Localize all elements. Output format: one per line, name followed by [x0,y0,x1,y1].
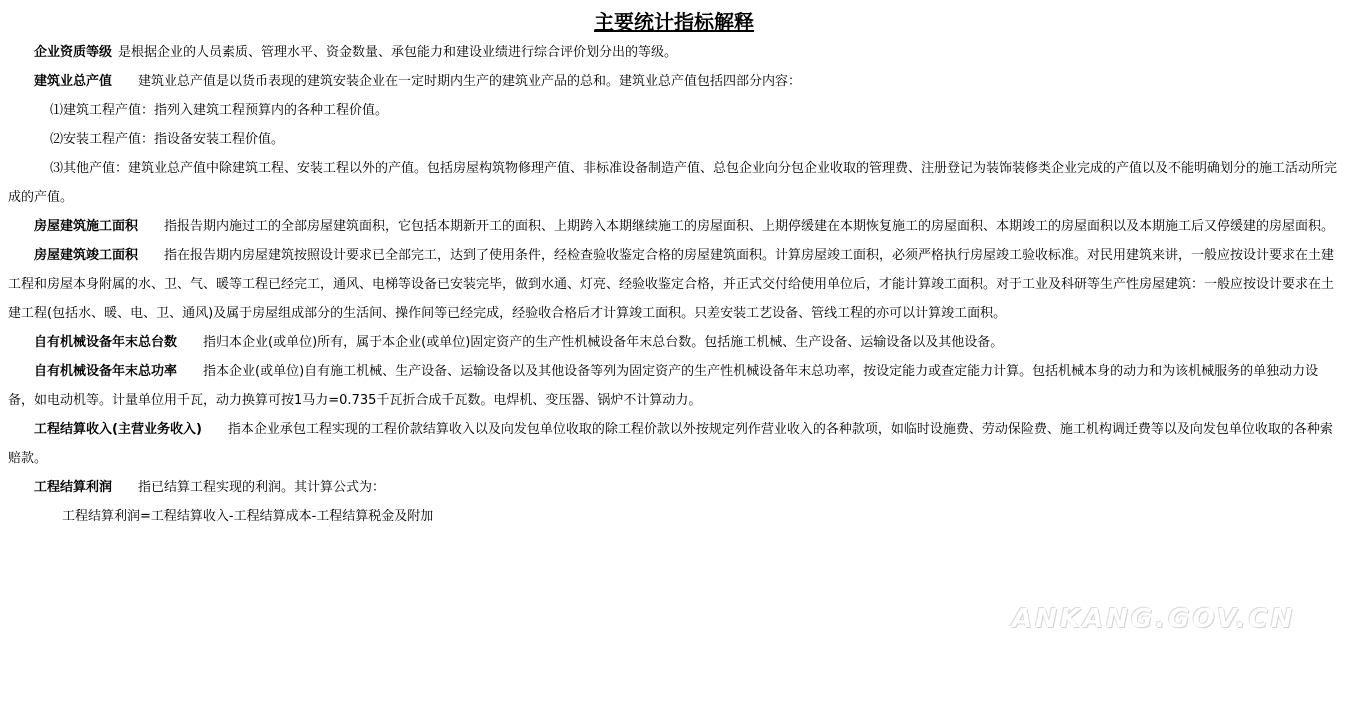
definition-text: 指归本企业(或单位)所有，属于本企业(或单位)固定资产的生产性机械设备年末总台数。包括施工机械、生产设备、运输设备以及其他设备。 [203,335,1004,350]
subitem-construction-output: ⑴建筑工程产值：指列入建筑工程预算内的各种工程价值。 [50,103,389,118]
page-title [8,8,1340,36]
definition-settlement-profit [8,473,1340,502]
definition-text: 指本企业(或单位)自有施工机械、生产设备、运输设备以及其他设备等列为固定资产的生产性机械设备年末总功率，按设定能力或查定能力计算。包括机械本身的动力和为该机械服务的单独动力设备，如电动机等。计量单位用千瓦，动力换算可按1马力=0.735千瓦折合成千瓦数。电焊机、变压器、锅炉不计算动力。 [8,364,1319,408]
definition-total-output-value [8,67,1340,96]
definition-text: 指在报告期内房屋建筑按照设计要求已全部完工，达到了使用条件，经检查验收鉴定合格的房屋建筑面积。计算房屋竣工面积，必须严格执行房屋竣工验收标准。对民用建筑来讲，一般应按设计要求在土建工程和房屋本身附属的水、卫、气、暖等工程已经完工，通风、电梯等设备已安装完毕，做到水通、灯亮、经验收鉴定合格，并正式交付给使用单位后，才能计算竣工面积。对于工业及科研等生产性房屋建筑：一般应按设计要求在土建工程(包括水、暖、电、卫、通风)及属于房屋组成部分的生活间、操作间等已经完成，经验收合格后才计算竣工面积。只差安装工艺设备、管线工程的亦可以计算竣工面积。 [8,248,1335,321]
term-label: 房屋建筑施工面积 [34,219,139,234]
page-title-text: 主要统计指标解释 [594,10,754,34]
term-label: 自有机械设备年末总台数 [34,335,178,350]
definition-text: 指本企业承包工程实现的工程价款结算收入以及向发包单位收取的除工程价款以外按规定列作营业收入的各种款项，如临时设施费、劳动保险费、施工机构调迁费等以及向发包单位收取的各种索赔款。 [8,422,1333,466]
term-label: 工程结算收入(主营业务收入) [34,422,202,437]
term-label: 企业资质等级 [34,45,113,60]
definition-construction-area [8,212,1340,241]
term-label: 房屋建筑竣工面积 [34,248,139,263]
subitem-installation-output: ⑵安装工程产值：指设备安装工程价值。 [50,132,285,147]
term-label: 建筑业总产值 [34,74,113,89]
site-watermark: ANKANG.GOV.CN [1012,604,1296,634]
profit-formula: 工程结算利润=工程结算收入-工程结算成本-工程结算税金及附加 [62,509,434,524]
definition-settlement-income [8,415,1340,473]
definition-completed-area [8,241,1340,328]
definition-text: 指已结算工程实现的利润。其计算公式为： [138,480,386,495]
definition-text: 是根据企业的人员素质、管理水平、资金数量、承包能力和建设业绩进行综合评价划分出的等级。 [118,45,678,60]
subitem-other-output: ⑶其他产值：建筑业总产值中除建筑工程、安装工程以外的产值。包括房屋构筑物修理产值、非标准设备制造产值、总包企业向分包企业收取的管理费、注册登记为装饰装修类企业完成的产值以及不能明确划分的施工活动所完成的产值。 [8,161,1338,205]
document-page [8,8,1340,531]
term-label: 工程结算利润 [34,480,113,495]
definition-text: 指报告期内施过工的全部房屋建筑面积，它包括本期新开工的面积、上期跨入本期继续施工的房屋面积、上期停缓建在本期恢复施工的房屋面积、本期竣工的房屋面积以及本期施工后又停缓建的房屋面积。 [164,219,1335,234]
definition-equipment-count [8,328,1340,357]
definition-text: 建筑业总产值是以货币表现的建筑安装企业在一定时期内生产的建筑业产品的总和。建筑业总产值包括四部分内容： [138,74,802,89]
definition-equipment-power [8,357,1340,415]
definition-qualification-grade [8,38,1340,67]
term-label: 自有机械设备年末总功率 [34,364,178,379]
